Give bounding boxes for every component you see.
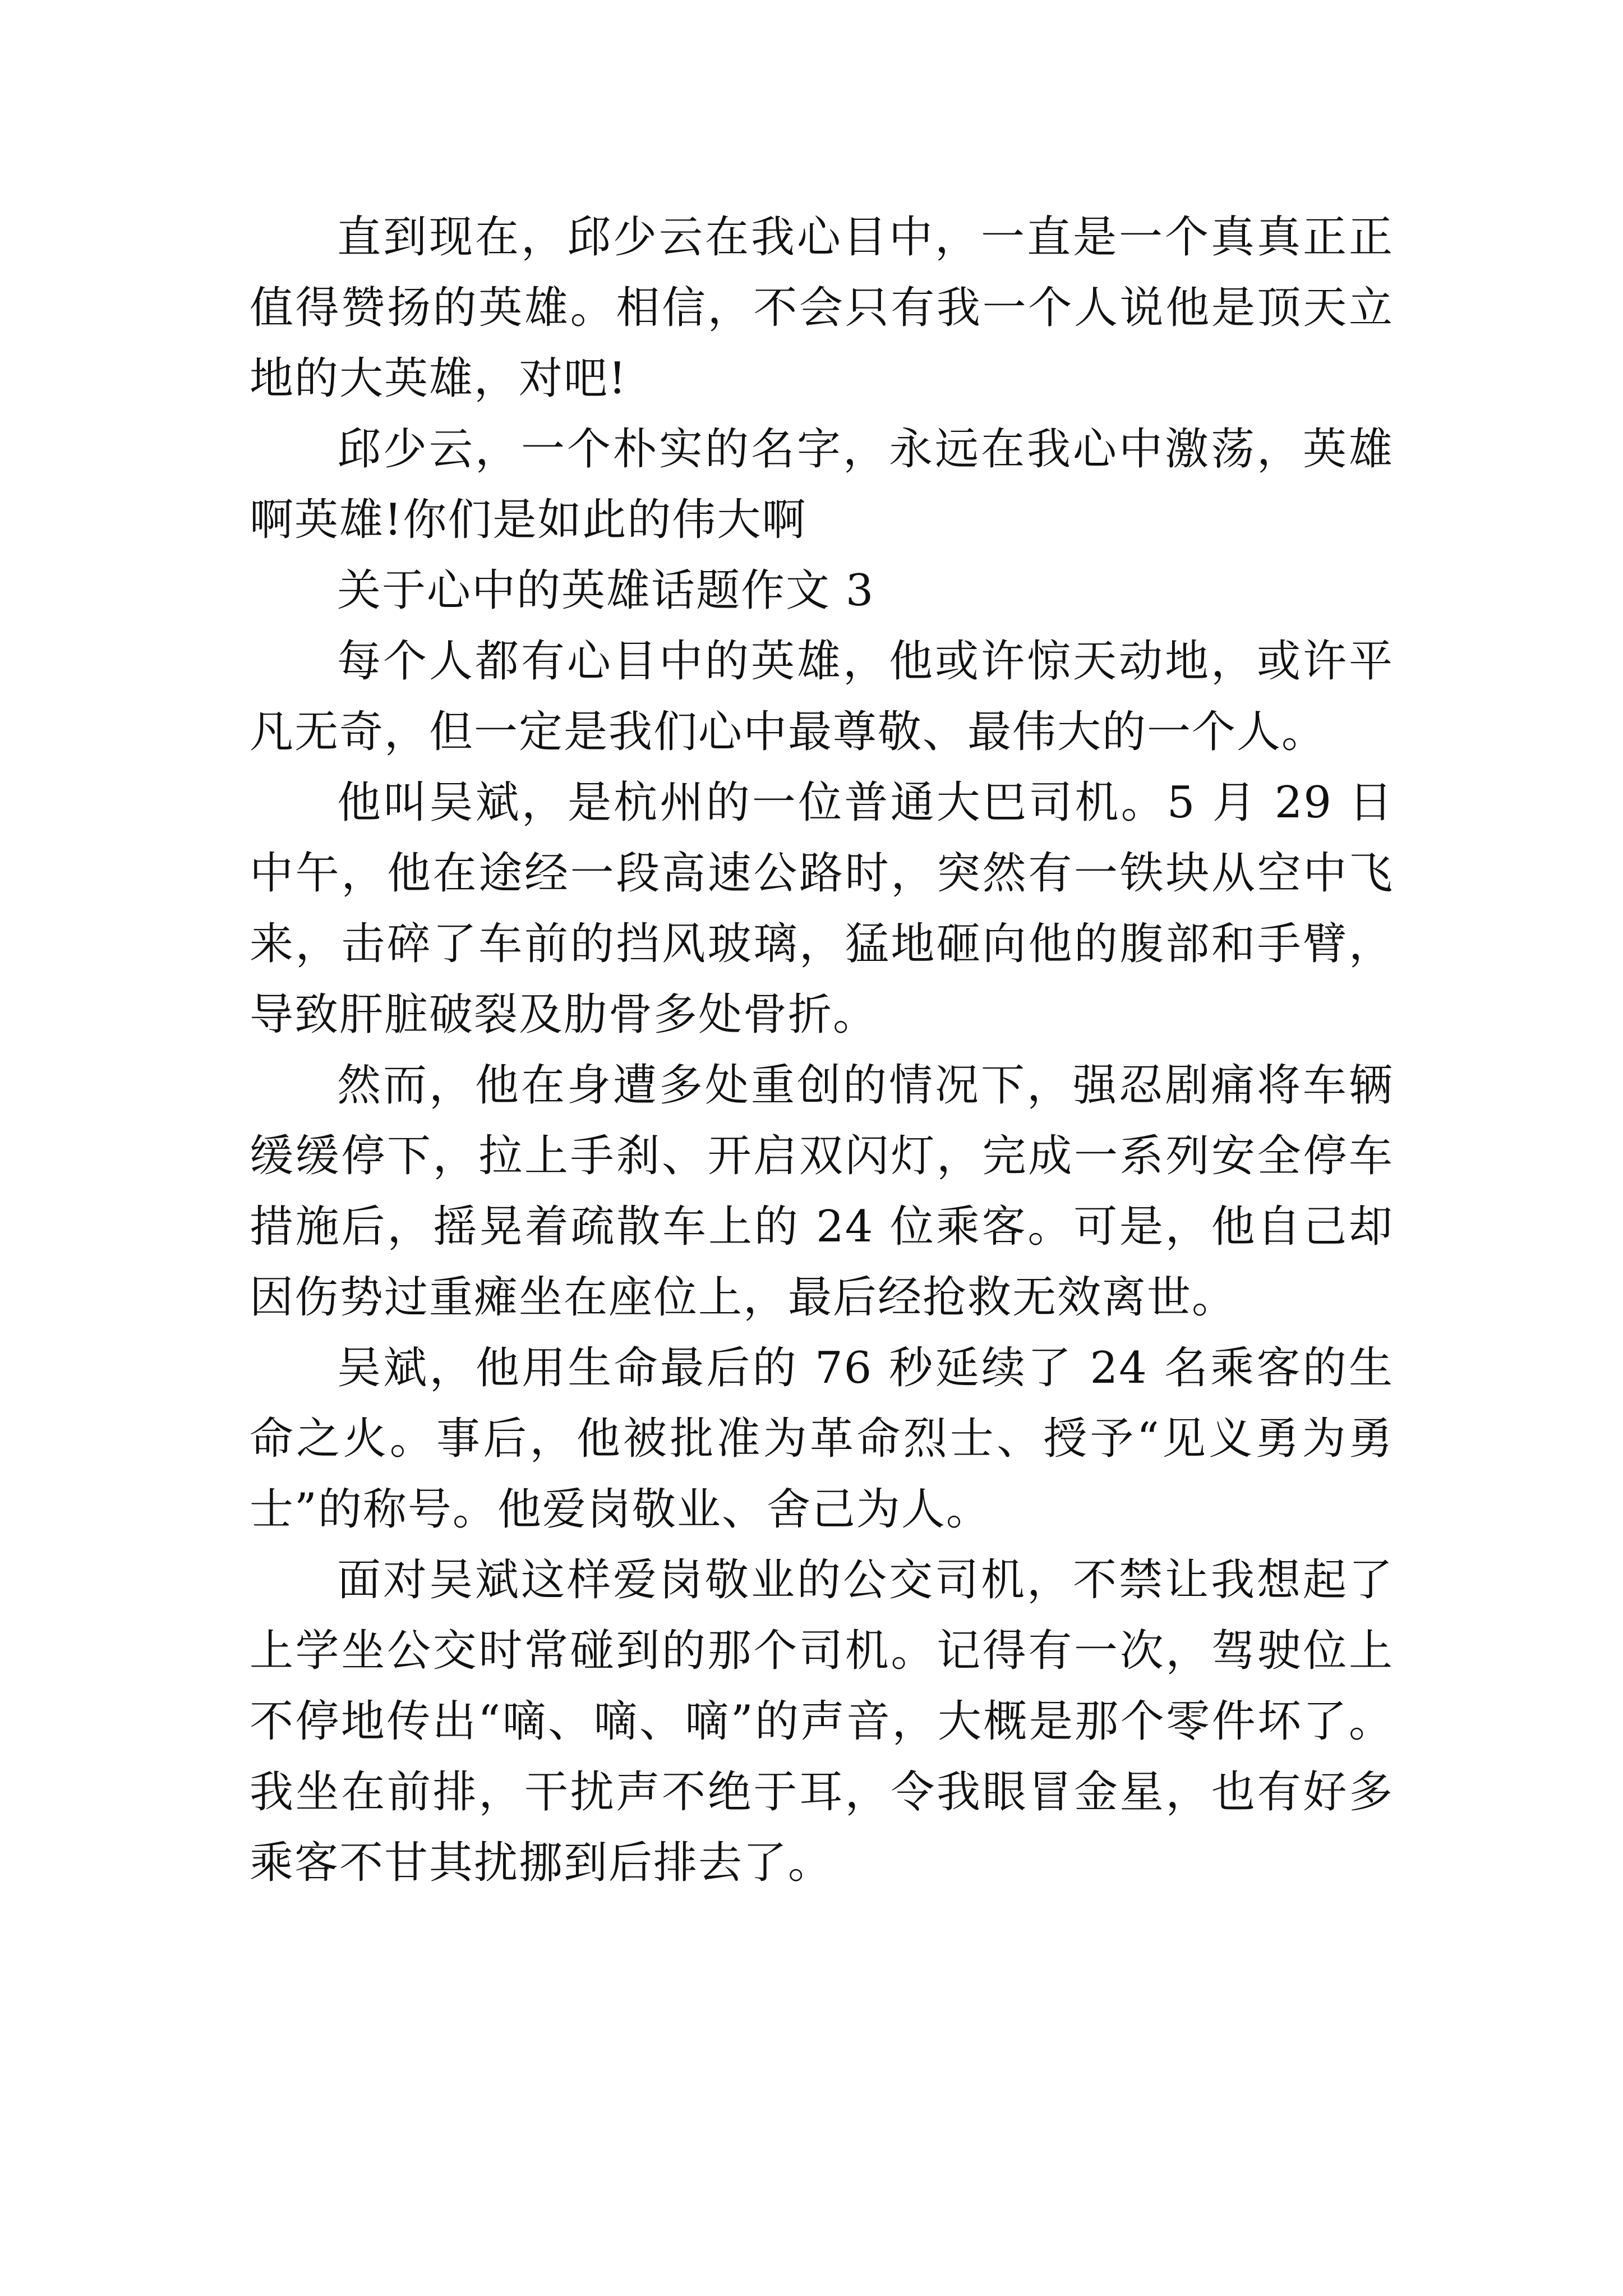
paragraph: 面对吴斌这样爱岗敬业的公交司机，不禁让我想起了上学坐公交时常碰到的那个司机。记得有一次，驾驶位上不停地传出“嘀、嘀、嘀”的声音，大概是那个零件坏了。我坐在前排，干扰声不绝于耳，令我眼冒金星，也有好多乘客不甘其扰挪到后排去了。 bbox=[250, 1555, 1394, 1888]
paragraph: 每个人都有心目中的英雄，他或许惊天动地，或许平凡无奇，但一定是我们心中最尊敬、最伟大的一个人。 bbox=[250, 636, 1394, 757]
paragraph: 他叫吴斌，是杭州的一位普通大巴司机。5 月 29 日中午，他在途经一段高速公路时，突然有一铁块从空中飞来，击碎了车前的挡风玻璃，猛地砸向他的腹部和手臂，导致肝脏破裂及肋骨多处骨折。 bbox=[250, 777, 1394, 1040]
paragraph: 吴斌，他用生命最后的 76 秒延续了 24 名乘客的生命之火。事后，他被批准为革命烈士、授予“见义勇为勇士”的称号。他爱岗敬业、舍己为人。 bbox=[250, 1343, 1394, 1535]
section-title: 关于心中的英雄话题作文 3 bbox=[337, 565, 875, 616]
paragraph: 然而，他在身遭多处重创的情况下，强忍剧痛将车辆缓缓停下，拉上手刹、开启双闪灯，完成一系列安全停车措施后，摇晃着疏散车上的 24 位乘客。可是，他自己却因伤势过重瘫坐在座位上，最后经抢救无效离世。 bbox=[250, 1060, 1394, 1323]
document-body bbox=[250, 202, 1394, 1898]
paragraph: 直到现在，邱少云在我心目中，一直是一个真真正正值得赞扬的英雄。相信，不会只有我一个人说他是顶天立地的大英雄，对吧! bbox=[250, 212, 1394, 404]
paragraph: 邱少云，一个朴实的名字，永远在我心中激荡，英雄啊英雄!你们是如此的伟大啊 bbox=[250, 424, 1394, 545]
